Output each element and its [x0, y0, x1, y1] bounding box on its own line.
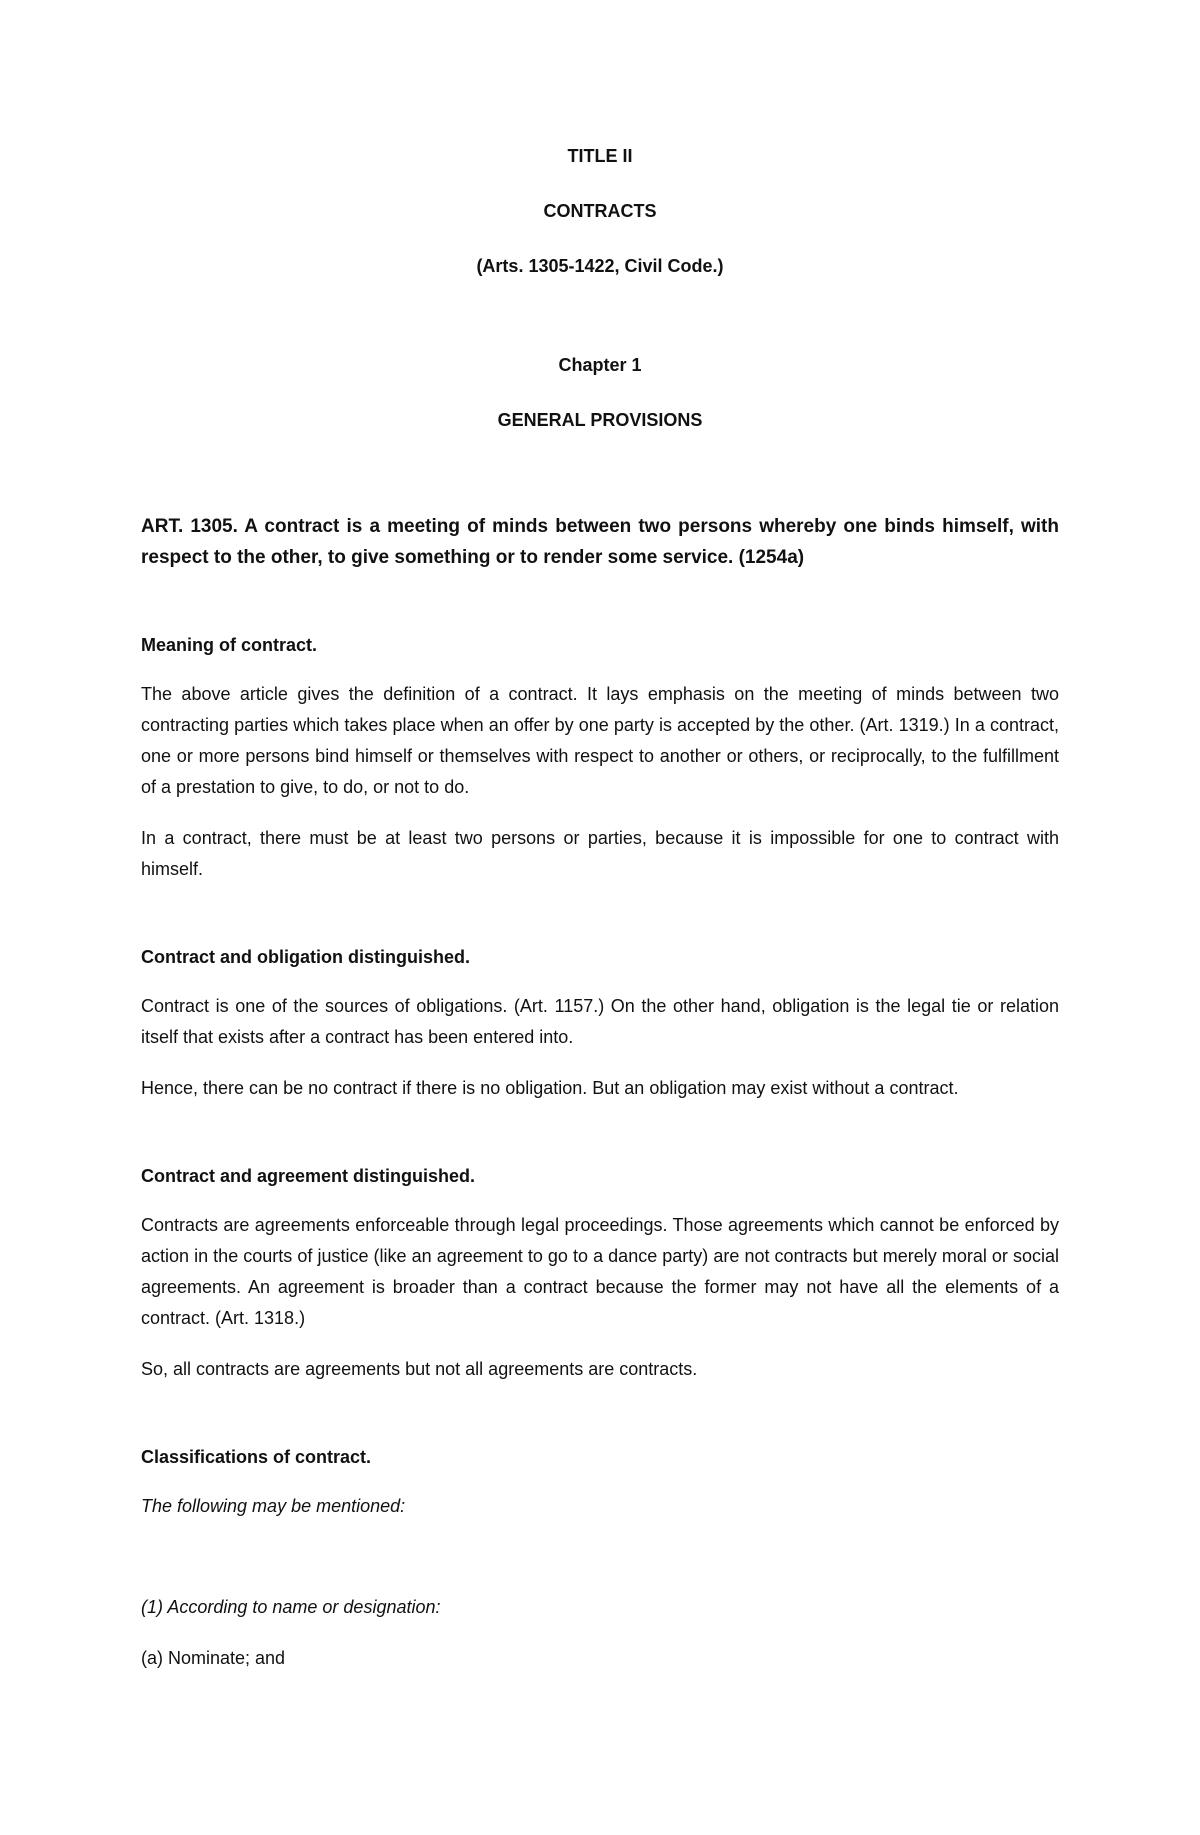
chapter-title: GENERAL PROVISIONS [497, 410, 703, 430]
chapter-block [141, 355, 1059, 431]
section-heading: Contract and obligation distinguished. [141, 947, 470, 967]
contracts-heading: CONTRACTS [543, 201, 657, 221]
paragraph: In a contract, there must be at least two persons or parties, because it is impossible for one to contract with himself. [141, 828, 1059, 879]
section-obligation [141, 947, 1059, 1104]
section-heading: Contract and agreement distinguished. [141, 1166, 476, 1186]
intro-line: The following may be mentioned: [141, 1496, 406, 1516]
section-meaning [141, 635, 1059, 885]
paragraph: So, all contracts are agreements but not all agreements are contracts. [141, 1359, 698, 1379]
chapter-heading: Chapter 1 [558, 355, 642, 375]
paragraph: The above article gives the definition of a contract. It lays emphasis on the meeting of minds between two contracting parties which takes place when an offer by one party is accepted by the other. (Art. 1319.) In a contract, one or more persons bind himself or themselves with respect to another or others, or reciprocally, to the fulfillment of a prestation to give, to do, or not to do. [141, 684, 1059, 797]
title-heading: TITLE II [567, 146, 633, 166]
paragraph: Hence, there can be no contract if there is no obligation. But an obligation may exist without a contract. [141, 1078, 959, 1098]
paragraph: Contract is one of the sources of obligations. (Art. 1157.) On the other hand, obligation is the legal tie or relation itself that exists after a contract has been entered into. [141, 996, 1059, 1047]
list-item: (1) According to name or designation: [141, 1597, 441, 1617]
section-classifications [141, 1447, 1059, 1674]
list-subitem: (a) Nominate; and [141, 1648, 286, 1668]
section-heading: Meaning of contract. [141, 635, 318, 655]
paragraph: Contracts are agreements enforceable through legal proceedings. Those agreements which cannot be enforced by action in the courts of justice (like an agreement to go to a dance party) are not contracts but merely moral or social agreements. An agreement is broader than a contract because the former may not have all the elements of a contract. (Art. 1318.) [141, 1215, 1059, 1328]
section-agreement [141, 1166, 1059, 1385]
articles-reference: (Arts. 1305-1422, Civil Code.) [476, 256, 724, 276]
section-heading: Classifications of contract. [141, 1447, 372, 1467]
article-1305: ART. 1305. A contract is a meeting of minds between two persons whereby one binds himself, with respect to the other, to give something or to render some service. (1254a) [141, 516, 1059, 568]
